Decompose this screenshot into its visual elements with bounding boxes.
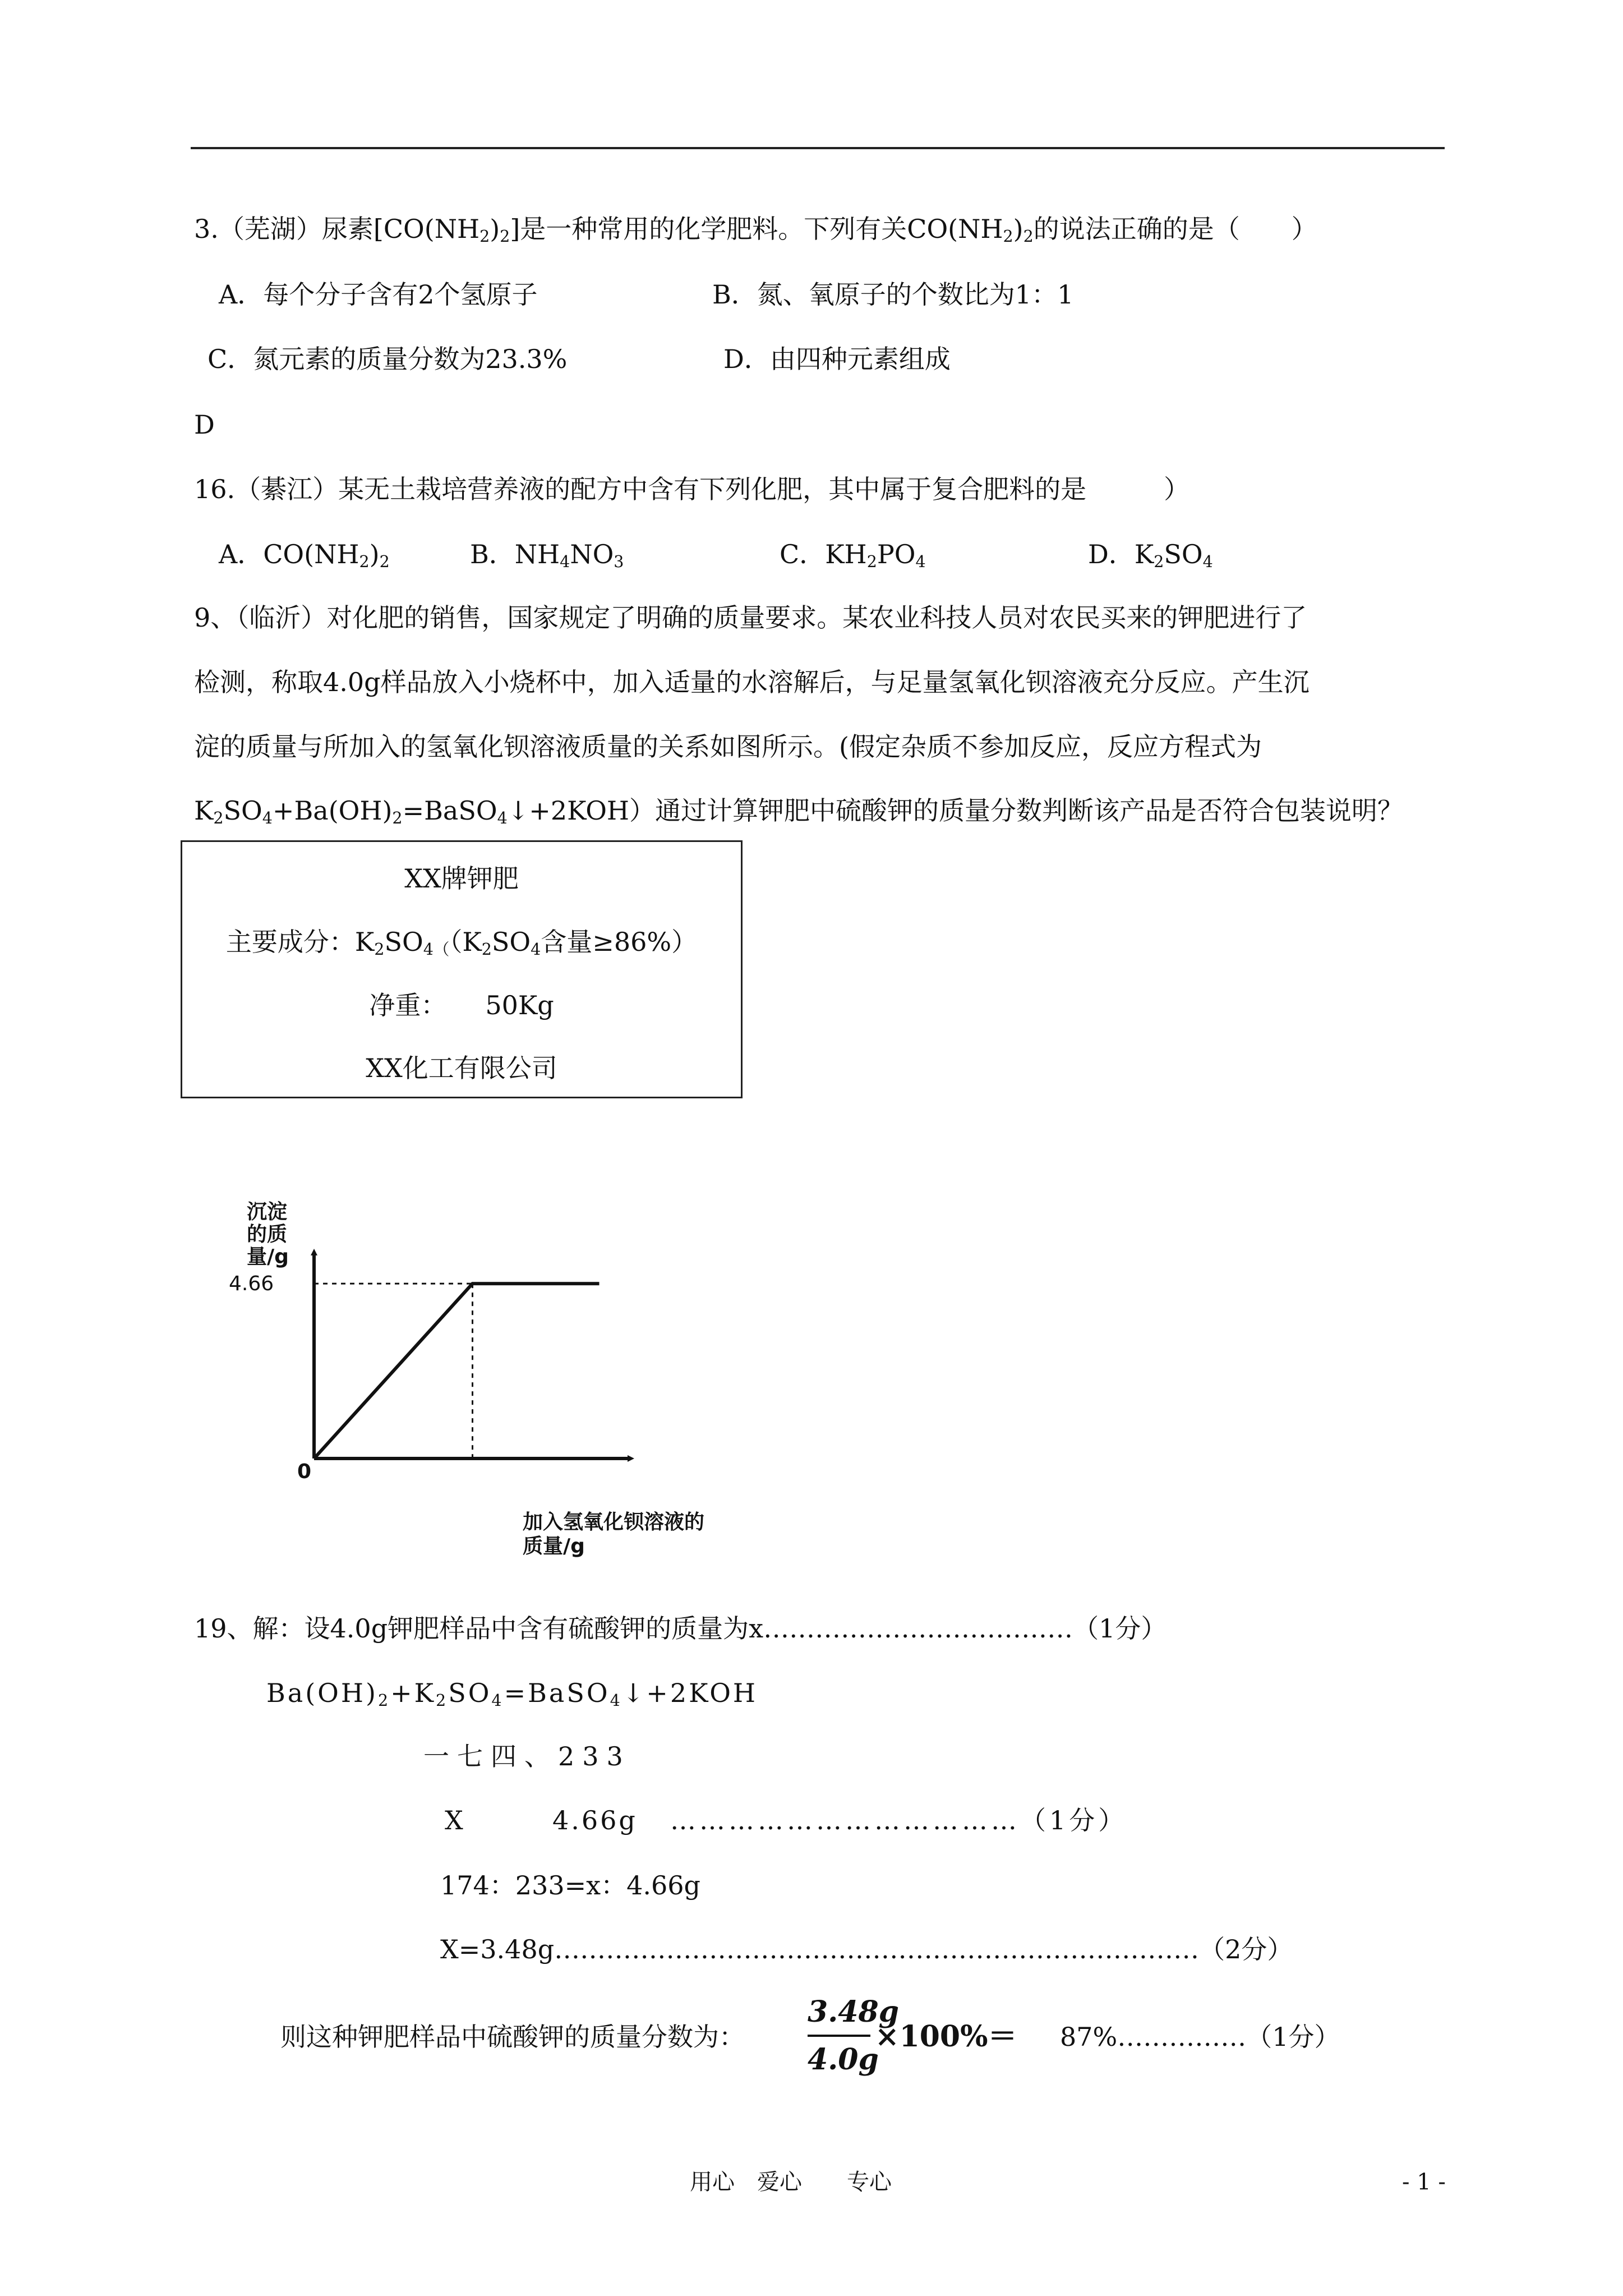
- q3-option-d: D．由四种元素组成: [723, 344, 951, 374]
- x-axis-label-line-2: 质量/g: [523, 1535, 585, 1558]
- fraction-numerator: 3.48g: [808, 1995, 900, 2029]
- q3-option-a: A．每个分子含有2个氢原子: [219, 279, 538, 310]
- series-line: [314, 1283, 600, 1458]
- label-main-ingredient: 主要成分：$K_2SO_{4(}(K_2SO_4$含量≥86%）: [225, 927, 698, 959]
- q9-line-2: 检测，称取4.0g样品放入小烧杯中，加入适量的水溶解后，与足量氢氧化钡溶液充分反应。产生沉: [194, 667, 1310, 697]
- fraction-bar: [808, 2035, 870, 2037]
- label-brand: XX牌钾肥: [404, 863, 519, 894]
- q3-answer: D: [194, 409, 215, 440]
- solution-ratio: 174：233=x：4.66g: [440, 1870, 700, 1901]
- q3-option-c: C．氮元素的质量分数为23.3%: [208, 344, 568, 374]
- solution-result: X=3.48g…………………………………………………………………（2分）: [440, 1934, 1293, 1964]
- q16-option-d: D．$K_2SO_4$: [1088, 539, 1213, 572]
- y-axis-label-line-2: 的质: [247, 1223, 288, 1246]
- solution-score-1: ………………………………（1分）: [670, 1805, 1128, 1835]
- y-axis-label-line-1: 沉淀: [247, 1200, 288, 1223]
- q3-option-b: B．氮、氧原子的个数比为1：1: [712, 279, 1074, 310]
- solution-line-1: 19、解：设4.0g钾肥样品中含有硫酸钾的质量为x………………………………（1分）: [194, 1613, 1167, 1644]
- label-company: XX化工有限公司: [366, 1053, 557, 1083]
- solution-equation: $Ba(OH)_2+K_2SO_4=BaSO_4↓+2KOH$: [266, 1678, 758, 1710]
- label-net-weight: 净重： 50Kg: [369, 990, 554, 1020]
- solution-fraction: [808, 1995, 900, 2077]
- q16-option-b: B．$NH_4NO_3$: [470, 539, 624, 572]
- solution-fraction-multiplier: ×100%＝: [875, 2019, 1017, 2054]
- fraction-denominator: 4.0g: [808, 2042, 879, 2077]
- y-axis-label-line-3: 量/g: [247, 1245, 289, 1268]
- y-tick-label: 4.66: [229, 1272, 274, 1296]
- q9-line-3: 淀的质量与所加入的氢氧化钡溶液质量的关系如图所示。(假定杂质不参加反应，反应方程式为: [194, 731, 1262, 762]
- page-number: - 1 -: [1402, 2169, 1446, 2195]
- origin-label: 0: [297, 1460, 312, 1483]
- q16-option-a: A．$CO(NH_2)_2$: [219, 539, 390, 572]
- solution-known-mass: 4.66g: [552, 1805, 638, 1835]
- q16-stem: 16.（綦江）某无土栽培营养液的配方中含有下列化肥，其中属于复合肥料的是 ）: [194, 474, 1190, 504]
- solution-x-label: X: [445, 1805, 463, 1835]
- solution-fraction-result: 87%……………（1分）: [1060, 2022, 1340, 2052]
- solution-fraction-prefix: 则这种钾肥样品中硫酸钾的质量分数为：: [280, 2022, 745, 2052]
- q9-line-4: $K_2SO_4+Ba(OH)_2=BaSO_4↓+2KOH$）通过计算钾肥中硫酸钾的质量分数判断该产品是否符合包装说明？: [194, 795, 1404, 828]
- q9-line-1: 9、（临沂）对化肥的销售，国家规定了明确的质量要求。某农业科技人员对农民买来的钾肥进行了: [194, 602, 1307, 633]
- footer-motto: 用心 爱心 专心: [690, 2169, 892, 2195]
- q16-option-c: C．$KH_2PO_4$: [780, 539, 926, 572]
- solution-relative-masses: 一七四、233: [423, 1741, 631, 1772]
- q3-stem: 3.（芜湖）尿素$[CO(NH_2)_2]$是一种常用的化学肥料。下列有关$CO(NH_2)_2$的说法正确的是（ ）: [194, 214, 1317, 246]
- x-axis-label-line-1: 加入氢氧化钡溶液的: [523, 1511, 705, 1534]
